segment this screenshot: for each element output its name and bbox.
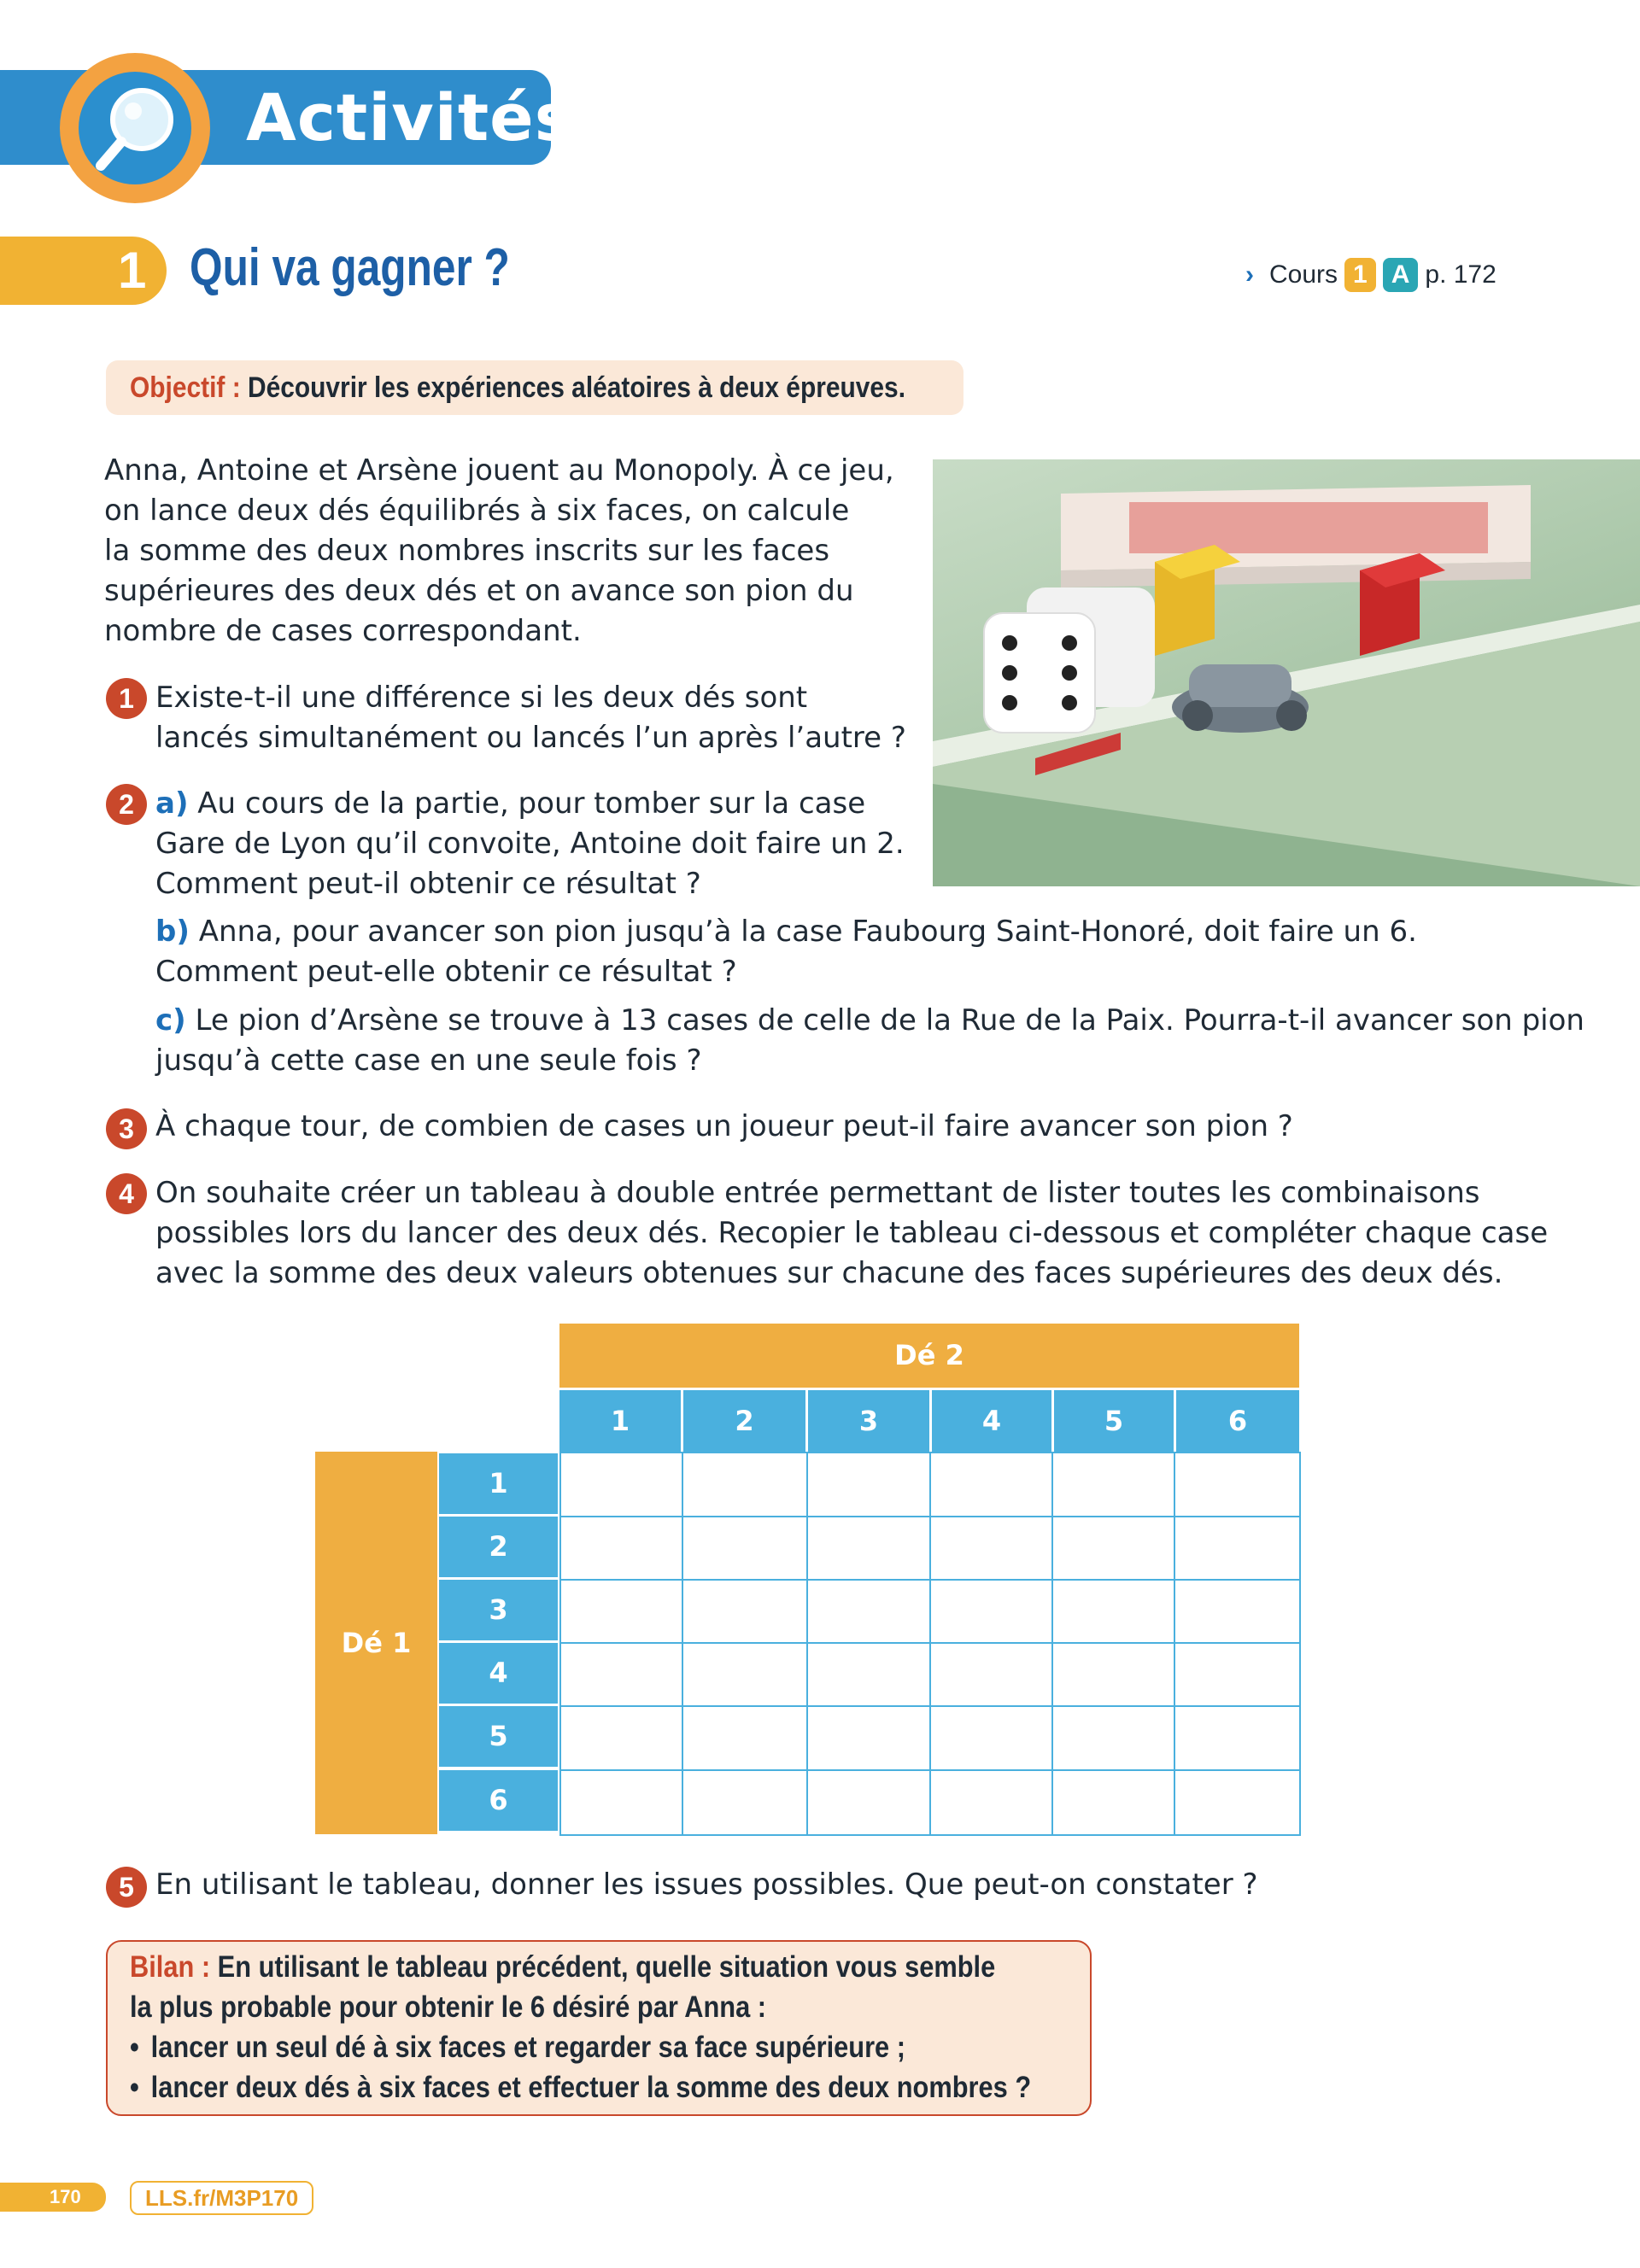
activity-title: Qui va gagner ? bbox=[190, 238, 510, 297]
question-2a-label: a) bbox=[155, 786, 189, 821]
question-5-number: 5 bbox=[106, 1867, 147, 1908]
lls-link[interactable]: LLS.fr/M3P170 bbox=[130, 2181, 313, 2215]
table-cell bbox=[1174, 1452, 1301, 1517]
question-line: avec la somme des deux valeurs obtenues sur chacune des faces supérieures des deux dés. bbox=[155, 1256, 1503, 1290]
cours-badge-letter: A bbox=[1383, 258, 1419, 292]
table-cell bbox=[1051, 1642, 1175, 1707]
table-cell bbox=[1051, 1516, 1175, 1581]
question-line: Au cours de la partie, pour tomber sur la case bbox=[188, 786, 866, 821]
table-cell bbox=[1051, 1452, 1175, 1517]
table-cell bbox=[1174, 1769, 1301, 1836]
cours-label: Cours bbox=[1269, 260, 1338, 289]
question-4-text bbox=[155, 1173, 1548, 1294]
bullet: • bbox=[130, 2031, 139, 2064]
table-cell bbox=[682, 1642, 808, 1707]
table-cell bbox=[1051, 1705, 1175, 1771]
question-1-text bbox=[155, 678, 906, 758]
question-line: Comment peut-il obtenir ce résultat ? bbox=[155, 867, 701, 901]
table-cell bbox=[1174, 1705, 1301, 1771]
table-column-header: 3 bbox=[808, 1390, 929, 1452]
page-title: Activités bbox=[246, 79, 574, 155]
table-cell bbox=[1051, 1769, 1175, 1836]
question-line: possibles lors du lancer des deux dés. Recopier le tableau ci-dessous et compléter chaque case bbox=[155, 1216, 1549, 1250]
bilan-line: En utilisant le tableau précédent, quelle situation vous semble bbox=[217, 1950, 996, 1984]
table-cell bbox=[559, 1579, 683, 1644]
question-3-text: À chaque tour, de combien de cases un joueur peut-il faire avancer son pion ? bbox=[155, 1109, 1293, 1143]
table-cell bbox=[806, 1516, 931, 1581]
activity-number: 1 bbox=[118, 242, 147, 299]
question-line: lancés simultanément ou lancés l’un après l’autre ? bbox=[155, 721, 906, 755]
question-line: jusqu’à cette case en une seule fois ? bbox=[155, 1043, 702, 1078]
bilan-text bbox=[130, 1947, 1069, 2107]
table-column-header: 4 bbox=[932, 1390, 1051, 1452]
page-number: 170 bbox=[0, 2183, 106, 2212]
question-2-number: 2 bbox=[106, 784, 147, 825]
question-2b-text bbox=[155, 912, 1417, 992]
table-row-header: 1 bbox=[439, 1453, 558, 1514]
table-cell bbox=[682, 1516, 808, 1581]
magnifier-icon bbox=[79, 72, 191, 184]
cours-page: p. 172 bbox=[1425, 260, 1496, 289]
table-cell bbox=[1174, 1516, 1301, 1581]
table-cell bbox=[806, 1452, 931, 1517]
question-5-text: En utilisant le tableau, donner les issues possibles. Que peut-on constater ? bbox=[155, 1868, 1258, 1902]
table-cell bbox=[559, 1705, 683, 1771]
question-3-number: 3 bbox=[106, 1108, 147, 1149]
question-2c-label: c) bbox=[155, 1003, 186, 1038]
table-cell bbox=[559, 1452, 683, 1517]
table-row-header: 5 bbox=[439, 1706, 558, 1767]
objective-label: Objectif : bbox=[130, 371, 241, 404]
table-column-header: 6 bbox=[1176, 1390, 1299, 1452]
question-line: Anna, pour avancer son pion jusqu’à la case Faubourg Saint-Honoré, doit faire un 6. bbox=[189, 915, 1417, 949]
question-1-number: 1 bbox=[106, 678, 147, 719]
question-line: On souhaite créer un tableau à double entrée permettant de lister toutes les combinaisons bbox=[155, 1176, 1480, 1210]
intro-line: supérieures des deux dés et on avance son pion du bbox=[104, 574, 854, 608]
question-2a-text bbox=[155, 784, 905, 904]
cours-reference[interactable] bbox=[1245, 258, 1496, 292]
table-cell bbox=[1174, 1579, 1301, 1644]
bilan-bullet-item: lancer deux dés à six faces et effectuer la somme des deux nombres ? bbox=[150, 2071, 1032, 2104]
intro-line: on lance deux dés équilibrés à six faces, on calcule bbox=[104, 494, 850, 528]
table-column-header: 2 bbox=[683, 1390, 805, 1452]
question-line: Gare de Lyon qu’il convoite, Antoine doit faire un 2. bbox=[155, 827, 905, 861]
bilan-label: Bilan : bbox=[130, 1950, 211, 1984]
table-row-group-header: Dé 1 bbox=[315, 1452, 437, 1834]
monopoly-illustration bbox=[933, 459, 1640, 886]
table-cell bbox=[929, 1516, 1053, 1581]
question-line: Existe-t-il une différence si les deux dés sont bbox=[155, 681, 808, 715]
chevron-right-icon: › bbox=[1245, 260, 1254, 289]
intro-paragraph bbox=[104, 451, 894, 652]
table-cell bbox=[806, 1769, 931, 1836]
table-row-header: 4 bbox=[439, 1643, 558, 1704]
table-column-header: 1 bbox=[559, 1390, 681, 1452]
table-row-header: 2 bbox=[439, 1517, 558, 1577]
bilan-line: la plus probable pour obtenir le 6 désiré par Anna : bbox=[130, 1990, 767, 2024]
question-line: Le pion d’Arsène se trouve à 13 cases de celle de la Rue de la Paix. Pourra-t-il avancer son pion bbox=[185, 1003, 1584, 1038]
table-cell bbox=[682, 1579, 808, 1644]
table-cell bbox=[806, 1579, 931, 1644]
question-line: Comment peut-elle obtenir ce résultat ? bbox=[155, 955, 737, 989]
table-cell bbox=[1174, 1642, 1301, 1707]
objective-statement: Découvrir les expériences aléatoires à deux épreuves. bbox=[247, 371, 906, 404]
bilan-bullet-item: lancer un seul dé à six faces et regarder sa face supérieure ; bbox=[150, 2031, 906, 2064]
intro-line: nombre de cases correspondant. bbox=[104, 614, 582, 648]
table-cell bbox=[806, 1705, 931, 1771]
question-2c-text bbox=[155, 1001, 1584, 1081]
table-cell bbox=[929, 1705, 1053, 1771]
table-cell bbox=[929, 1452, 1053, 1517]
table-column-header: 5 bbox=[1054, 1390, 1174, 1452]
table-cell bbox=[929, 1769, 1053, 1836]
intro-line: la somme des deux nombres inscrits sur les faces bbox=[104, 534, 830, 568]
table-cell bbox=[559, 1642, 683, 1707]
monopoly-photo bbox=[933, 459, 1640, 886]
table-cell bbox=[682, 1452, 808, 1517]
cours-badge-number: 1 bbox=[1344, 258, 1376, 292]
question-2b-label: b) bbox=[155, 915, 190, 949]
table-cell bbox=[1051, 1579, 1175, 1644]
table-cell bbox=[929, 1642, 1053, 1707]
table-column-group-header: Dé 2 bbox=[559, 1324, 1299, 1388]
table-cell bbox=[559, 1769, 683, 1836]
table-cell bbox=[682, 1769, 808, 1836]
bullet: • bbox=[130, 2071, 139, 2104]
table-cell bbox=[806, 1642, 931, 1707]
intro-line: Anna, Antoine et Arsène jouent au Monopoly. À ce jeu, bbox=[104, 453, 894, 488]
table-cell bbox=[682, 1705, 808, 1771]
table-cell bbox=[559, 1516, 683, 1581]
table-row-header: 6 bbox=[439, 1770, 558, 1831]
objective-text bbox=[130, 369, 905, 406]
table-cell bbox=[929, 1579, 1053, 1644]
question-4-number: 4 bbox=[106, 1173, 147, 1214]
table-row-header: 3 bbox=[439, 1580, 558, 1640]
